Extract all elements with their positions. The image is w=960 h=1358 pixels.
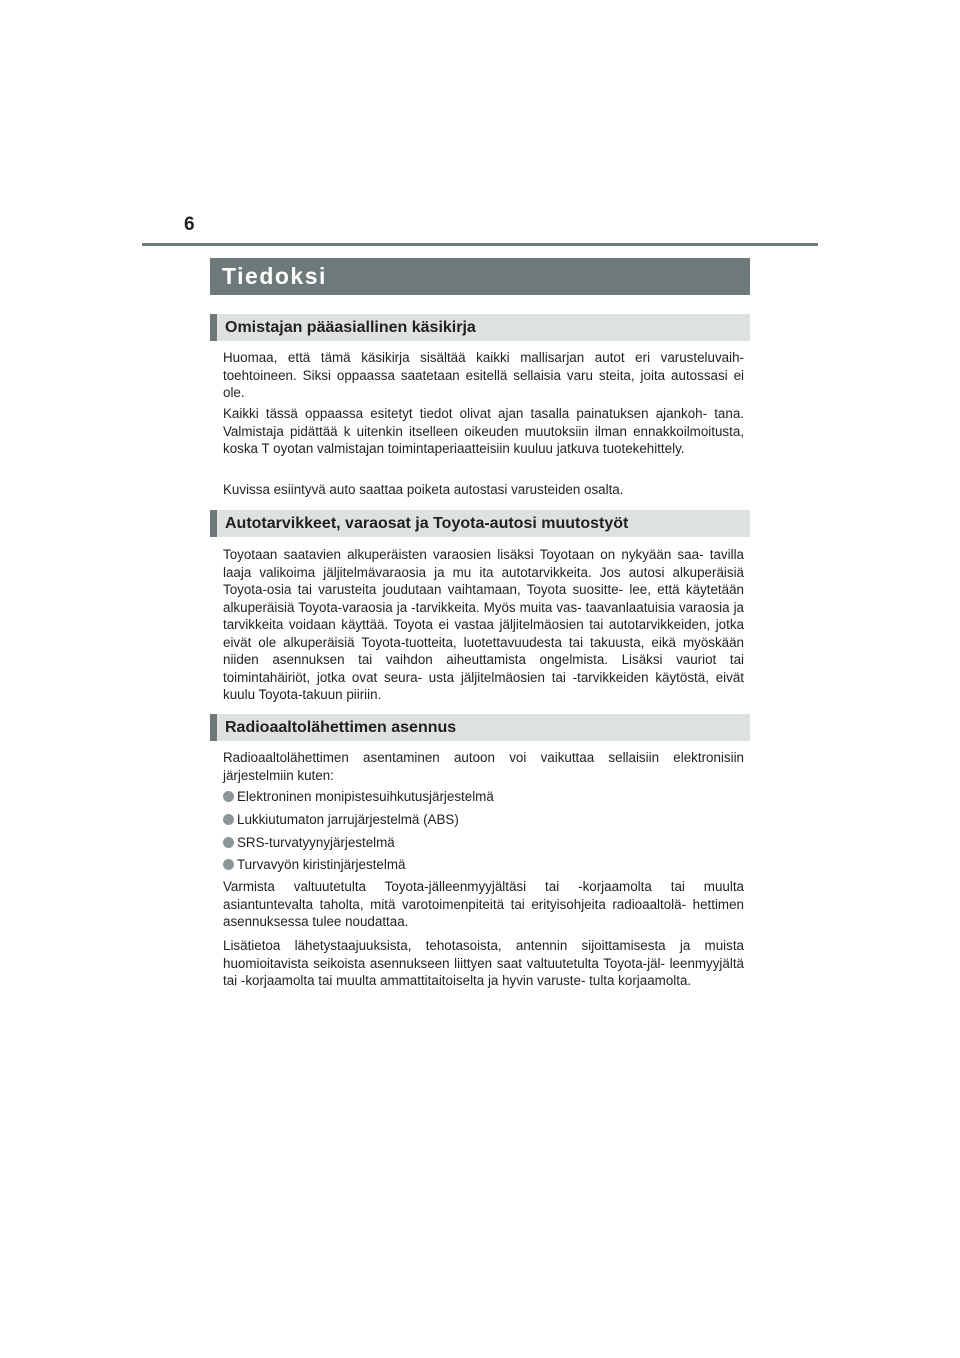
list-item (223, 788, 744, 806)
header-rule (142, 243, 818, 246)
paragraph: Kaikki tässä oppaassa esitetyt tiedot olivat ajan tasalla painatuksen ajankoh- tana. Valmistaja pidättää k uitenkin itselleen oikeuden muutoksiin ilman ennakkoilmoitusta, koska T oyotan valmistajan toimintaperiaatteisiin kuuluu jatkuva tuotekehittely. (223, 406, 744, 456)
paragraph: Varmista valtuutetulta Toyota-jälleenmyyjältäsi tai -korjaamolta tai muulta asiantuntevalta taholta, mitä varotoimenpiteitä tai erityisohjeita radioaaltolä- hettimen asennuksessa tulee noudattaa. (223, 879, 744, 929)
bullet-icon (223, 837, 234, 848)
page-number: 6 (184, 214, 195, 235)
list-item-text: Lukkiutumaton jarrujärjestelmä (ABS) (237, 812, 459, 827)
list-item (223, 856, 744, 874)
bullet-icon (223, 791, 234, 802)
bullet-icon (223, 859, 234, 870)
paragraph: Huomaa, että tämä käsikirja sisältää kaikki mallisarjan autot eri varusteluvaih- toehtoineen. Siksi oppaassa saatetaan esitellä sellaisia varu steita, joita autossasi ei ole. (223, 350, 744, 400)
list-item (223, 834, 744, 852)
paragraph: Lisätietoa lähetystaajuuksista, tehotasoista, antennin sijoittamisesta ja muista huomioitavista seikoista asennukseen liittyen saat valtuutetulta Toyota-jäl- leenmyyjältä tai -korjaamolta tai muulta ammattitaitoiselta ja hyvin varuste- tulta korjaamolta. (223, 938, 744, 988)
list-item-text: Turvavyön kiristinjärjestelmä (237, 857, 406, 872)
bullet-icon (223, 814, 234, 825)
section-heading-radio-transmitter (210, 714, 750, 741)
paragraph: Kuvissa esiintyvä auto saattaa poiketa autostasi varusteiden osalta. (223, 482, 624, 497)
paragraph: Radioaaltolähettimen asentaminen autoon voi vaikuttaa sellaisiin elektronisiin järjestelmiin kuten: (223, 750, 744, 783)
section-heading-text: Omistajan pääasiallinen käsikirja (225, 319, 476, 336)
list-item-text: Elektroninen monipistesuihkutusjärjestelmä (237, 789, 494, 804)
section-heading-text: Radioaaltolähettimen asennus (225, 719, 457, 736)
section-heading-text: Autotarvikkeet, varaosat ja Toyota-autosi muutostyöt (225, 515, 629, 532)
paragraph: Toyotaan saatavien alkuperäisten varaosien lisäksi Toyotaan on nykyään saa- tavilla laaja valikoima jäljitelmävaraosia ja mu ita autotarvikkeita. Jos autosi alkuperäisiä Toyota-osia tai varusteita joudutaan vaihtamaan, Toyota suositte- lee, että käytetään alkuperäisiä Toyota-varaosia ja -tarvikkeita. Myös muita vas- taavanlaatuisia varaosia ja tarvikkeita voidaan käyttää. Toyota ei vastaa jäljitelmäosien tai autotarvikkeiden, jotka eivät ole alkuperäisiä Toyota-tuotteita, luotettavuudesta tai takuusta, eikä myöskään niiden asennuksen tai vaihdon aiheuttamista ongelmista. Lisäksi vauriot tai toimintahäiriöt, jotka ovat seura- usta jäljitelmäosien tai -tarvikkeiden käytöstä, eivät kuulu Toyota-takuun piiriin. (223, 547, 744, 702)
chapter-title: Tiedoksi (222, 263, 327, 289)
chapter-title-bar (210, 258, 750, 295)
list-item (223, 811, 744, 829)
section-heading-owners-manual (210, 314, 750, 341)
list-item-text: SRS-turvatyynyjärjestelmä (237, 835, 395, 850)
section-heading-accessories (210, 510, 750, 537)
